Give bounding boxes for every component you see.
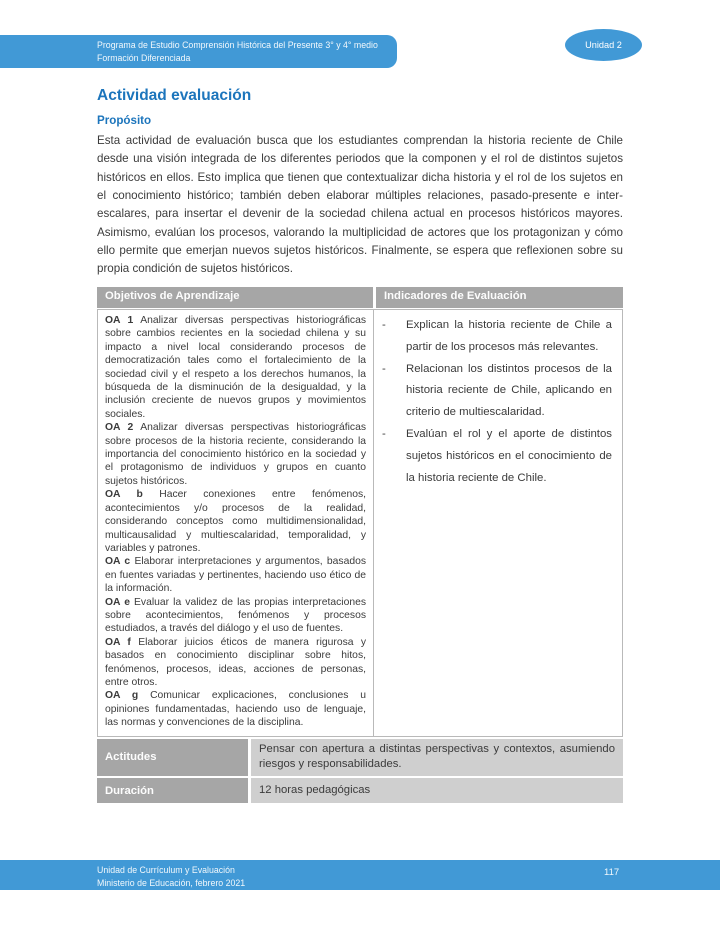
footer-publisher [97,864,245,890]
objective-item [105,689,366,729]
objective-text: Evaluar la validez de las propias interpretaciones sobre acontecimientos, fenómenos y procesos estudiados, a través del diálogo y el uso de fuentes. [105,596,366,635]
objective-item [105,555,366,595]
objective-label: OA 1 [105,315,134,326]
footer-line2: Ministerio de Educación, febrero 2021 [97,878,246,889]
objective-text: Elaborar interpretaciones y argumentos, basados en fuentes variadas y pertinentes, haciendo uso ético de la información. [105,556,367,595]
objective-label: OA g [105,690,139,702]
footer-line1: Unidad de Currículum y Evaluación [97,865,235,875]
indicator-item [380,359,612,424]
objective-text: Elaborar juicios éticos de manera rigurosa y basados en conocimiento disciplinar sobre hitos, fenómenos, procesos, ideas, acciones de personas, entre otros. [105,636,367,688]
indicator-item [380,424,612,489]
objective-label: OA b [105,489,143,501]
attitudes-value: Pensar con apertura a distintas perspectivas y contextos, asumiendo riesgos y responsabilidades. [251,739,623,777]
objective-text: Hacer conexiones entre fenómenos, acontecimientos y/o procesos de la realidad, considerando conceptos como multidimensionalidad, multicausalidad y multiescalaridad, temporalidad, y variables y patrones. [105,489,367,554]
page-footer-bar [0,860,720,890]
program-header-bar [0,35,397,68]
indicator-text: Relacionan los distintos procesos de la historia reciente de Chile, aplicando en criterio de multiescalaridad. [406,362,612,419]
indicator-text: Explican la historia reciente de Chile a partir de los procesos más relevantes. [406,319,612,353]
table-header-row [97,287,623,308]
purpose-paragraph: Esta actividad de evaluación busca que los estudiantes comprendan la historia reciente de Chile desde una visión integrada de los diferentes periodos que la componen y el rol de distintos sujetos históricos en ellos. Esto implica que tienen que contextualizar dicha historia y el rol de los sujetos en el conocimiento histórico; también deben elaborar múltiples relaciones, pasado-presente e inter-escalares, para insertar el devenir de la sociedad chilena actual en procesos históricos mayores. Asimismo, evalúan los procesos, valorando la multiplicidad de actores que los protagonizan y cómo ello permite que emerjan nuevos sujetos históricos. Finalmente, se espera que reflexionen sobre su propia condición de sujetos históricos. [97,134,623,276]
table-body-row [97,309,623,737]
page-title: Actividad evaluación [97,87,252,104]
indicator-text: Evalúan el rol y el aporte de distintos sujetos históricos en el conocimiento de la historia reciente de Chile. [406,427,612,484]
column-header-objectives: Objetivos de Aprendizaje [97,287,373,308]
unit-badge: Unidad 2 [565,29,642,61]
duration-label: Duración [97,778,248,803]
attitudes-row [97,739,623,777]
indicator-dash: - [382,319,386,331]
objective-item [105,488,366,555]
indicator-dash: - [382,427,386,440]
objective-text: Analizar diversas perspectivas historiográficas sobre cambios recientes en la sociedad chilena y su impacto a nivel local considerando procesos de democratización tales como el fortalecimiento de la sociedad civil y el respeto a los derechos humanos, la búsqueda de la disminución de la desigualdad, y la inclusión creciente de nuevos grupos y movimientos sociales. [105,315,366,420]
objective-label: OA c [105,556,131,568]
objective-item [105,314,366,421]
objective-text: Analizar diversas perspectivas historiográficas sobre procesos de la historia reciente, considerando la importancia del conocimiento histórico en la sociedad y el protagonismo de individuos y grupos en cuanto sujetos históricos. [105,422,366,487]
objective-label: OA e [105,596,130,608]
objective-item [105,596,366,636]
objectives-cell [98,310,374,736]
program-title-line2: Formación Diferenciada [97,53,191,64]
purpose-heading: Propósito [97,114,152,127]
indicator-item [380,315,612,359]
page-number: 117 [604,867,620,878]
column-header-indicators: Indicadores de Evaluación [376,287,623,308]
objective-item [105,421,366,488]
duration-row [97,778,623,803]
objective-label: OA 2 [105,422,134,434]
indicators-cell [374,310,622,736]
objective-label: OA f [105,636,131,648]
objective-item [105,636,366,690]
duration-value: 12 horas pedagógicas [251,778,623,803]
evaluation-table [97,287,623,803]
program-title-line1: Programa de Estudio Comprensión Histórica del Presente 3° y 4° medio [97,40,378,50]
attitudes-label: Actitudes [97,739,248,777]
indicator-dash: - [382,362,386,375]
objective-text: Comunicar explicaciones, conclusiones u opiniones fundamentadas, haciendo uso de lenguaje, las normas y convenciones de la disciplina. [105,690,366,729]
